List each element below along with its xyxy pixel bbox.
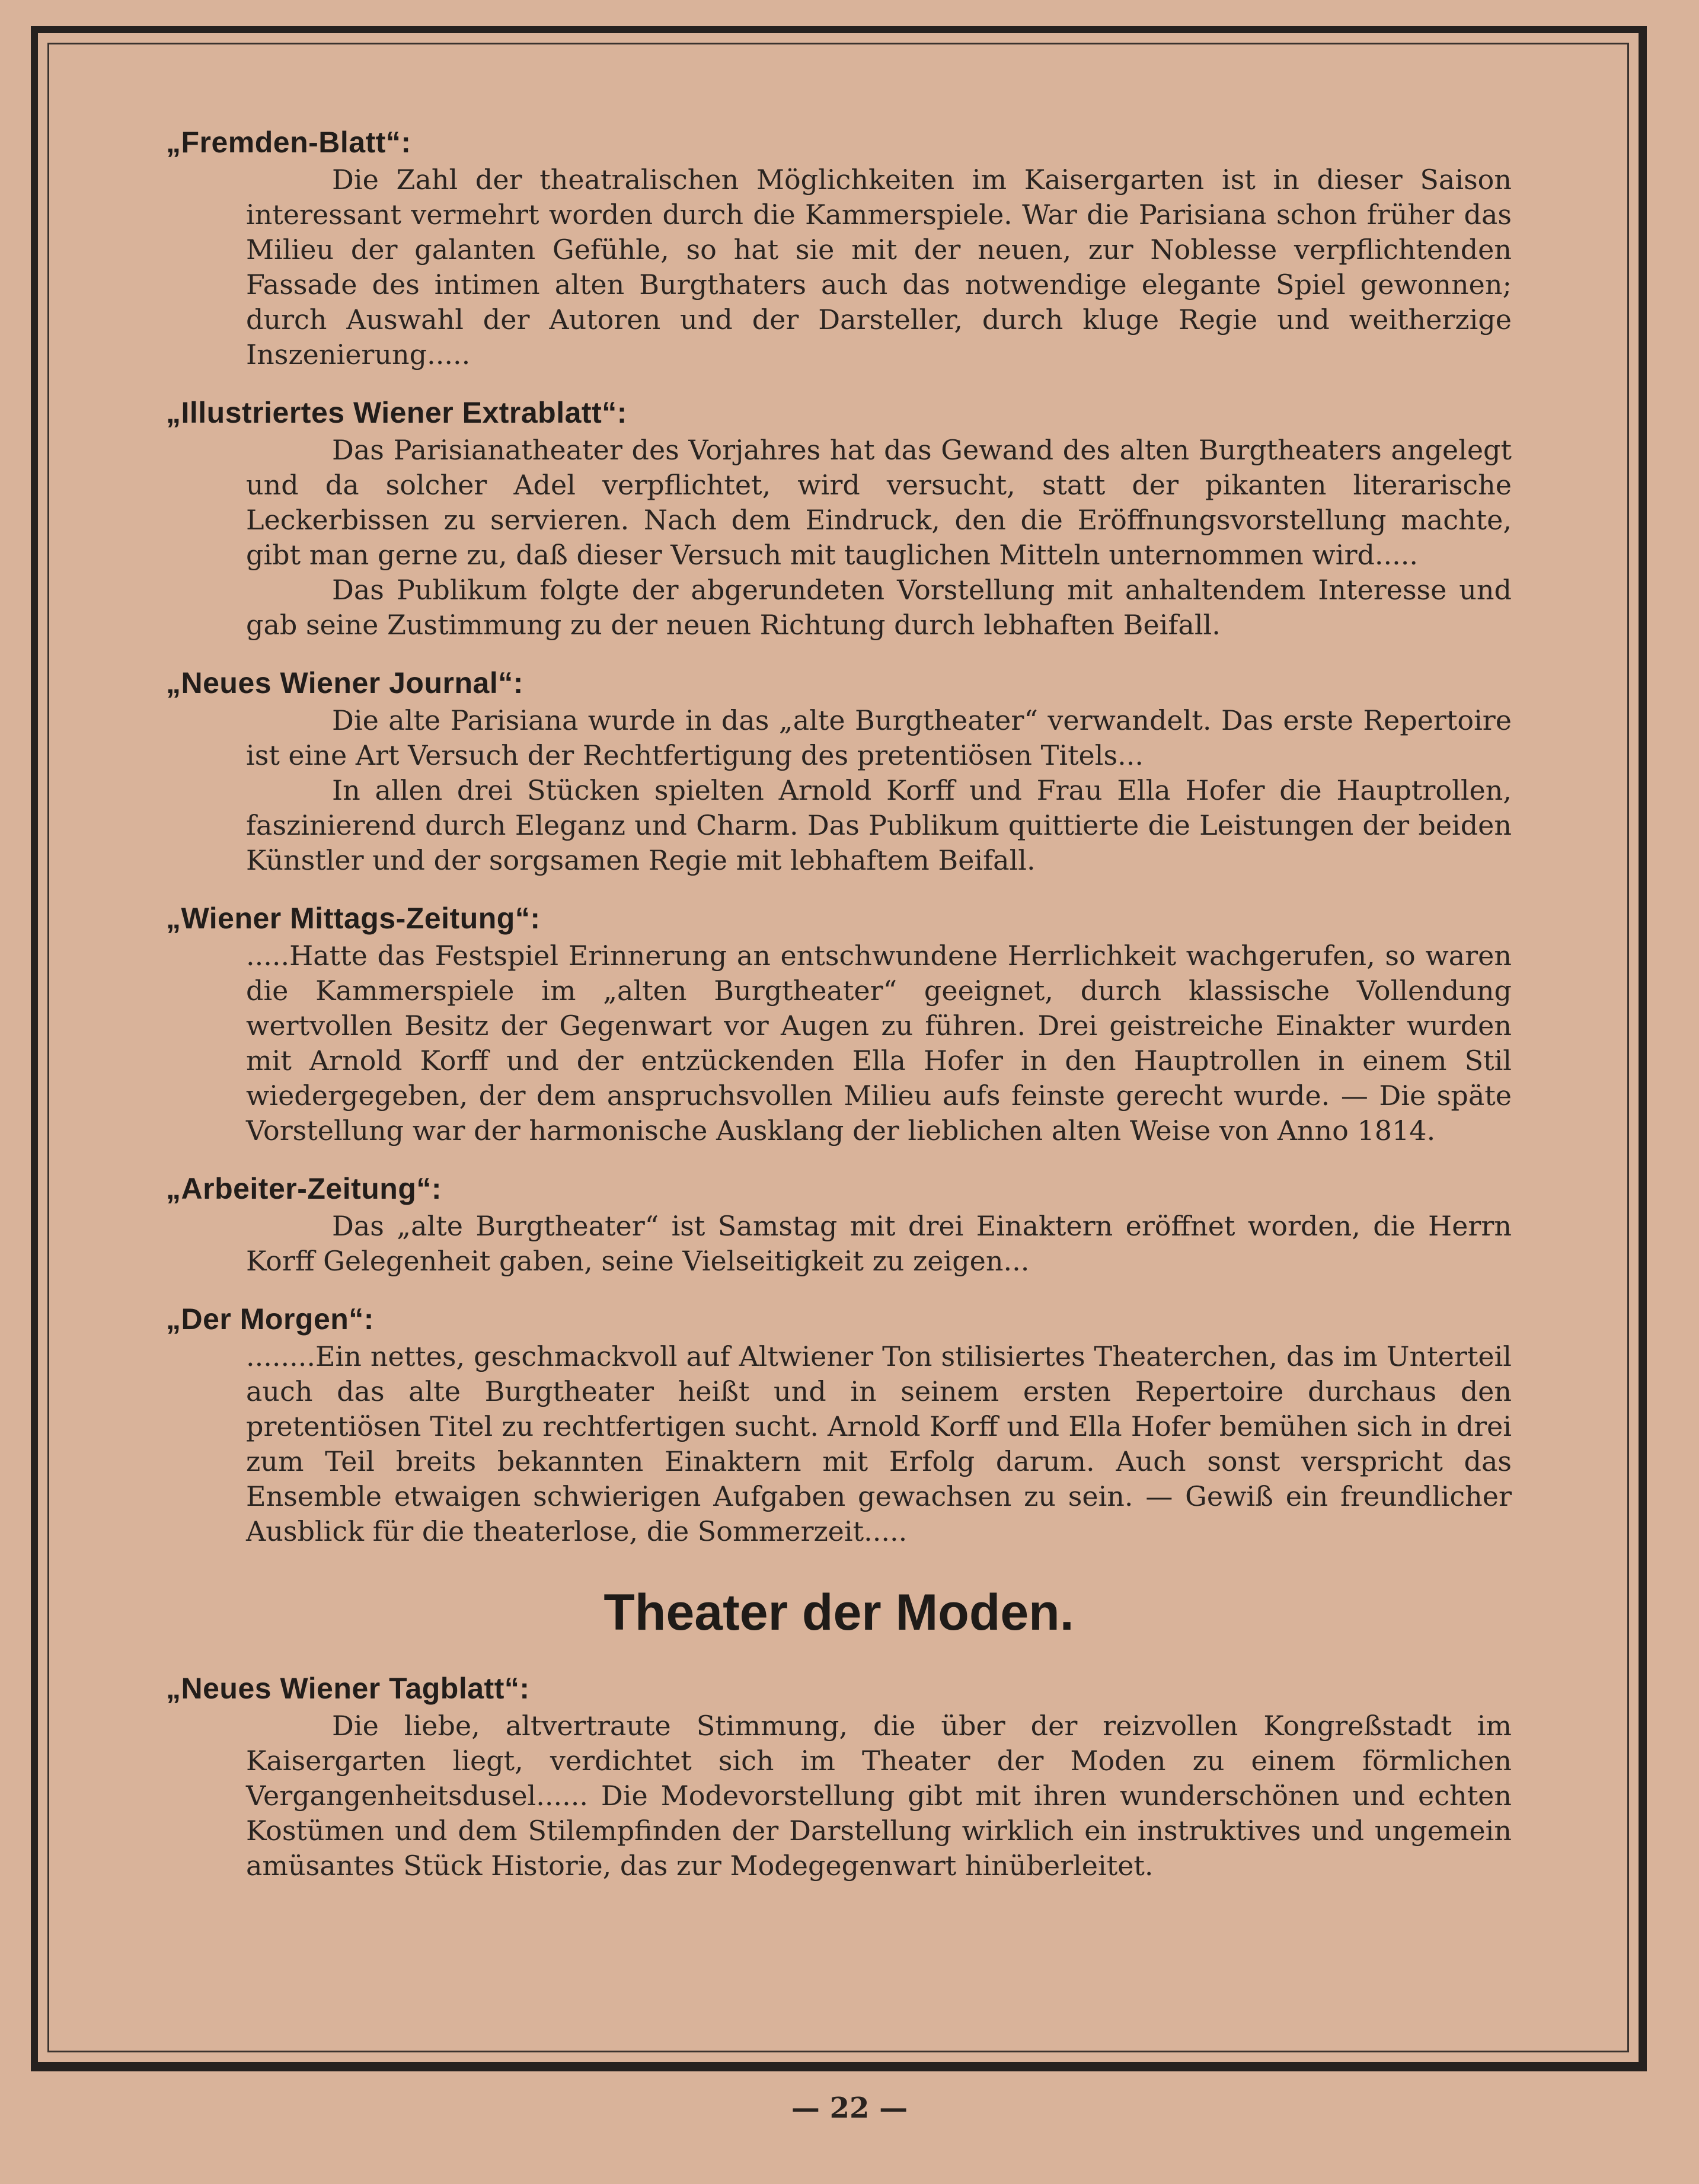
review-neues-wiener-tagblatt bbox=[166, 1671, 1512, 1883]
review-illustriertes-wiener-extrablatt bbox=[166, 395, 1512, 643]
section-heading: Theater der Moden. bbox=[603, 1584, 1074, 1641]
review-paragraph: Die liebe, altvertraute Stimmung, die über der reizvollen Kongreßstadt im Kaisergarten liegt, verdichtet sich im Theater der Moden zu einem förmlichen Vergangenheitsdusel...... Die Modevorstellung gibt mit ihren wunderschönen und echten Kostümen und dem Stilempfinden der Darstellung wirklich ein instruktives und ungemein amüsantes Stück Historie, das zur Modegegenwart hinüberleitet. bbox=[246, 1710, 1512, 1882]
review-source: „Arbeiter-Zeitung“: bbox=[166, 1172, 442, 1205]
review-paragraph: In allen drei Stücken spielten Arnold Korff und Frau Ella Hofer die Hauptrollen, faszinierend durch Eleganz und Charm. Das Publikum quittierte die Leistungen der beiden Künstler und der sorgsamen Regie mit lebhaftem Beifall. bbox=[246, 774, 1512, 876]
review-paragraph: Die alte Parisiana wurde in das „alte Burgtheater“ verwandelt. Das erste Repertoire ist eine Art Versuch der Rechtfertigung des pretentiösen Titels... bbox=[246, 704, 1512, 771]
review-source: „Der Morgen“: bbox=[166, 1302, 374, 1336]
review-paragraph: Das Publikum folgte der abgerundeten Vorstellung mit anhaltendem Interesse und gab seine Zustimmung zu der neuen Richtung durch lebhaften Beifall. bbox=[246, 574, 1512, 641]
review-paragraph: Das Parisianatheater des Vorjahres hat das Gewand des alten Burgtheaters angelegt und da solcher Adel verpflichtet, wird versucht, statt der pikanten literarische Leckerbissen zu servieren. Nach dem Eindruck, den die Eröffnungsvorstellung machte, gibt man gerne zu, daß dieser Versuch mit tauglichen Mitteln unternommen wird..... bbox=[246, 434, 1512, 571]
review-source: „Wiener Mittags-Zeitung“: bbox=[166, 902, 541, 935]
review-source: „Illustriertes Wiener Extrablatt“: bbox=[166, 396, 627, 429]
review-paragraph: Das „alte Burgtheater“ ist Samstag mit drei Einaktern eröffnet worden, die Herrn Korff Gelegenheit gaben, seine Vielseitigkeit zu zeigen... bbox=[246, 1210, 1512, 1277]
review-source: „Neues Wiener Journal“: bbox=[166, 666, 523, 700]
document-body bbox=[166, 124, 1512, 1906]
review-der-morgen bbox=[166, 1301, 1512, 1549]
review-source: „Neues Wiener Tagblatt“: bbox=[166, 1672, 530, 1705]
review-paragraph: Die Zahl der theatralischen Möglichkeiten im Kaisergarten ist in dieser Saison interessant vermehrt worden durch die Kammerspiele. War die Parisiana schon früher das Milieu der galanten Gefühle, so hat sie mit der neuen, zur Noblesse verpflichtenden Fassade des intimen alten Burgthaters auch das notwendige elegante Spiel gewonnen; durch Auswahl der Autoren und der Darsteller, durch kluge Regie und weitherzige Inszenierung..... bbox=[246, 164, 1512, 371]
review-paragraph: .....Hatte das Festspiel Erinnerung an entschwundene Herrlichkeit wachgerufen, so waren die Kammerspiele im „alten Burgtheater“ geeignet, durch klassische Vollendung wertvollen Besitz der Gegenwart vor Augen zu führen. Drei geistreiche Einakter wurden mit Arnold Korff und der entzückenden Ella Hofer in den Hauptrollen in einem Stil wiedergegeben, der dem anspruchsvollen Milieu aufs feinste gerecht wurde. — Die späte Vorstellung war der harmonische Ausklang der lieblichen alten Weise von Anno 1814. bbox=[246, 940, 1512, 1147]
review-wiener-mittags-zeitung bbox=[166, 901, 1512, 1148]
page-number: — 22 — bbox=[791, 2092, 908, 2125]
review-source: „Fremden-Blatt“: bbox=[166, 126, 411, 159]
review-paragraph: ........Ein nettes, geschmackvoll auf Altwiener Ton stilisiertes Theaterchen, das im Unterteil auch das alte Burgtheater heißt und in seinem ersten Repertoire durchaus den pretentiösen Titel zu rechtfertigen sucht. Arnold Korff und Ella Hofer bemühen sich in drei zum Teil breits bekannten Einaktern mit Erfolg darum. Auch sonst verspricht das Ensemble etwaigen schwierigen Aufgaben gewachsen zu sein. — Gewiß ein freundlicher Ausblick für die theaterlose, die Sommerzeit..... bbox=[246, 1340, 1512, 1547]
review-fremden-blatt bbox=[166, 124, 1512, 372]
review-arbeiter-zeitung bbox=[166, 1171, 1512, 1279]
review-neues-wiener-journal bbox=[166, 665, 1512, 878]
